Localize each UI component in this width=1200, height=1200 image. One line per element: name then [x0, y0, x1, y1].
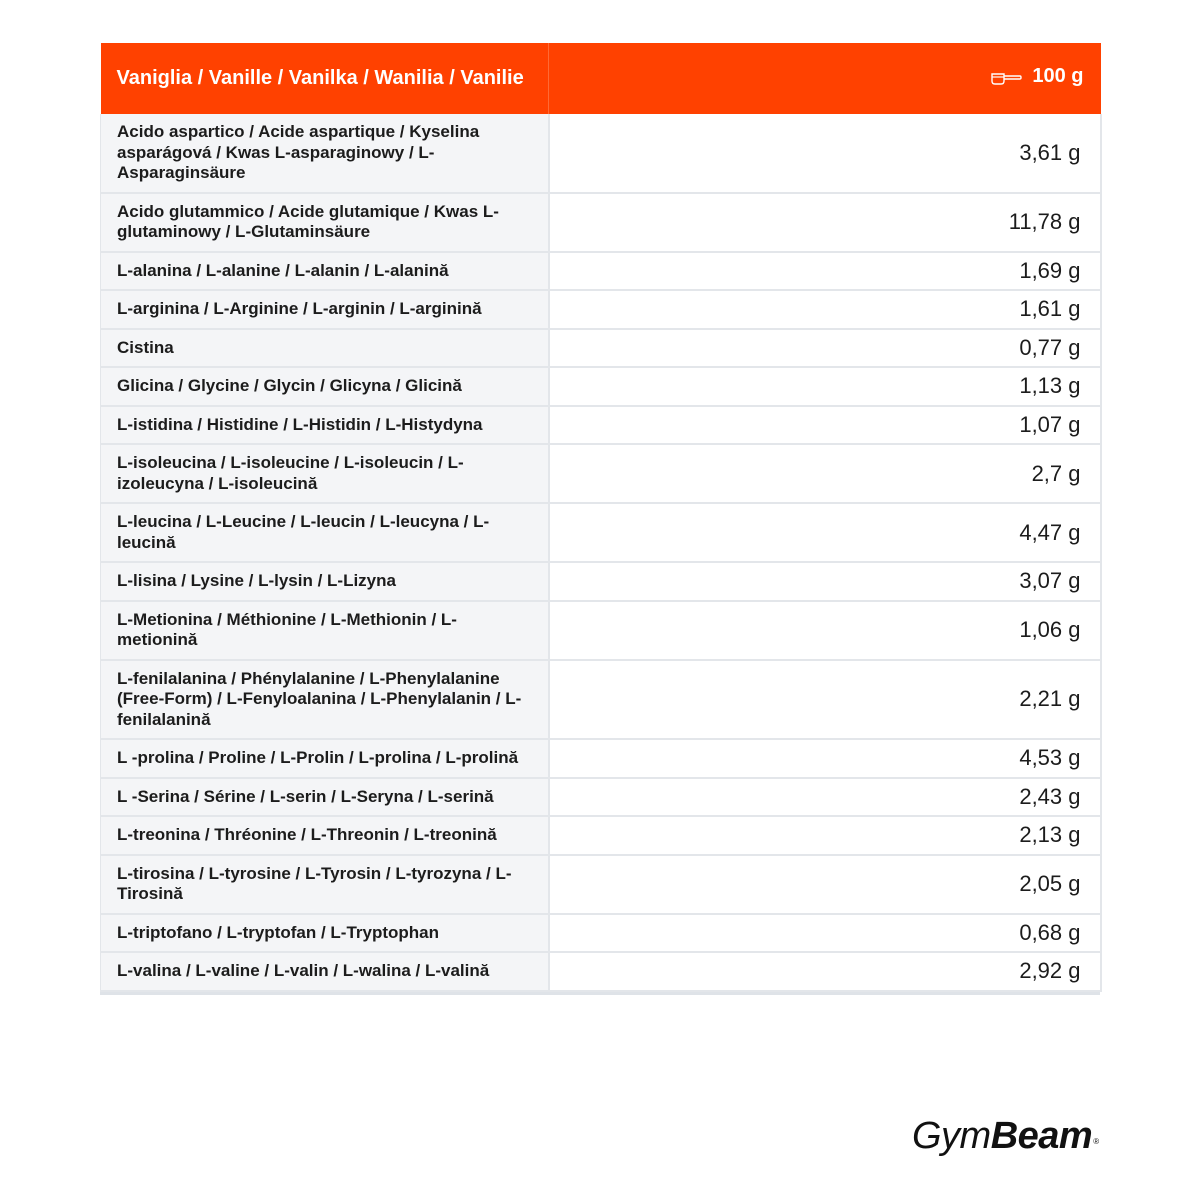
nutrient-name-cell: L-isoleucina / L-isoleucine / L-isoleucin / L-izoleucyna / L-isoleucină: [101, 444, 549, 503]
table-row: [101, 252, 1101, 291]
nutrient-name-cell: L-arginina / L-Arginine / L-arginin / L-arginină: [101, 290, 549, 329]
table-row: [101, 503, 1101, 562]
nutrient-name-cell: Acido aspartico / Acide aspartique / Kyselina asparágová / Kwas L-asparaginowy / L-Asparaginsäure: [101, 114, 549, 193]
nutrient-amount-cell: 2,7 g: [549, 444, 1101, 503]
nutrient-name-cell: L-tirosina / L-tyrosine / L-Tyrosin / L-tyrozyna / L-Tirosină: [101, 855, 549, 914]
nutrient-amount-cell: 11,78 g: [549, 193, 1101, 252]
nutrient-name-cell: L-lisina / Lysine / L-lysin / L-Lizyna: [101, 562, 549, 601]
table-row: [101, 444, 1101, 503]
nutrient-name-cell: Acido glutammico / Acide glutamique / Kwas L-glutaminowy / L-Glutaminsäure: [101, 193, 549, 252]
nutrient-name-cell: Glicina / Glycine / Glycin / Glicyna / Glicină: [101, 367, 549, 406]
table-row: [101, 816, 1101, 855]
nutrient-name-cell: L-Metionina / Méthionine / L-Methionin / L-metionină: [101, 601, 549, 660]
table-row: [101, 739, 1101, 778]
amount-label: 100 g: [1032, 65, 1084, 88]
amount-header: [549, 43, 1101, 114]
nutrient-name-cell: L-alanina / L-alanine / L-alanin / L-alanină: [101, 252, 549, 291]
table-row: [101, 914, 1101, 953]
table-row: [101, 855, 1101, 914]
nutrient-name-cell: L-leucina / L-Leucine / L-leucin / L-leucyna / L-leucină: [101, 503, 549, 562]
table-row: [101, 952, 1101, 991]
amino-acid-table: [100, 43, 1102, 992]
nutrient-name-cell: Cistina: [101, 329, 549, 368]
nutrient-name-cell: L-fenilalanina / Phénylalanine / L-Phenylalanine (Free-Form) / L-Fenyloalanina / L-Phenylalanin / L-fenilalanină: [101, 660, 549, 740]
nutrient-amount-cell: 1,69 g: [549, 252, 1101, 291]
logo-text-gym: Gym: [912, 1115, 991, 1157]
table-row: [101, 601, 1101, 660]
table-row: [101, 329, 1101, 368]
nutrient-amount-cell: 4,47 g: [549, 503, 1101, 562]
nutrient-name-cell: L -Serina / Sérine / L-serin / L-Seryna / L-serină: [101, 778, 549, 817]
nutrient-amount-cell: 3,07 g: [549, 562, 1101, 601]
table-row: [101, 367, 1101, 406]
nutrient-name-cell: L-istidina / Histidine / L-Histidin / L-Histydyna: [101, 406, 549, 445]
logo-text-beam: Beam: [990, 1115, 1093, 1157]
table-row: [101, 406, 1101, 445]
nutrient-amount-cell: 2,21 g: [549, 660, 1101, 740]
nutrient-name-cell: L-valina / L-valine / L-valin / L-walina / L-valină: [101, 952, 549, 991]
table-row: [101, 778, 1101, 817]
table-row: [101, 660, 1101, 740]
nutrient-amount-cell: 1,13 g: [549, 367, 1101, 406]
registered-mark: ®: [1093, 1137, 1099, 1146]
nutrient-amount-cell: 1,61 g: [549, 290, 1101, 329]
table-row: [101, 290, 1101, 329]
scoop-icon: [990, 69, 1022, 85]
nutrient-amount-cell: 3,61 g: [549, 114, 1101, 193]
table-body: [101, 114, 1101, 991]
nutrient-amount-cell: 2,43 g: [549, 778, 1101, 817]
table-header-row: [101, 43, 1101, 114]
nutrient-name-cell: L -prolina / Proline / L-Prolin / L-prolina / L-prolină: [101, 739, 549, 778]
nutrient-amount-cell: 0,68 g: [549, 914, 1101, 953]
nutrient-amount-cell: 0,77 g: [549, 329, 1101, 368]
nutrient-amount-cell: 2,05 g: [549, 855, 1101, 914]
table-row: [101, 193, 1101, 252]
nutrient-amount-cell: 2,13 g: [549, 816, 1101, 855]
nutrient-name-cell: L-treonina / Thréonine / L-Threonin / L-treonină: [101, 816, 549, 855]
nutrient-amount-cell: 1,06 g: [549, 601, 1101, 660]
nutrient-amount-cell: 2,92 g: [549, 952, 1101, 991]
gymbeam-logo: [912, 1114, 1099, 1158]
nutrition-table-container: [100, 43, 1100, 995]
nutrient-name-cell: L-triptofano / L-tryptofan / L-Tryptophan: [101, 914, 549, 953]
nutrient-amount-cell: 4,53 g: [549, 739, 1101, 778]
nutrient-amount-cell: 1,07 g: [549, 406, 1101, 445]
table-row: [101, 114, 1101, 193]
flavor-header: Vaniglia / Vanille / Vanilka / Wanilia / Vanilie: [101, 43, 549, 114]
table-row: [101, 562, 1101, 601]
